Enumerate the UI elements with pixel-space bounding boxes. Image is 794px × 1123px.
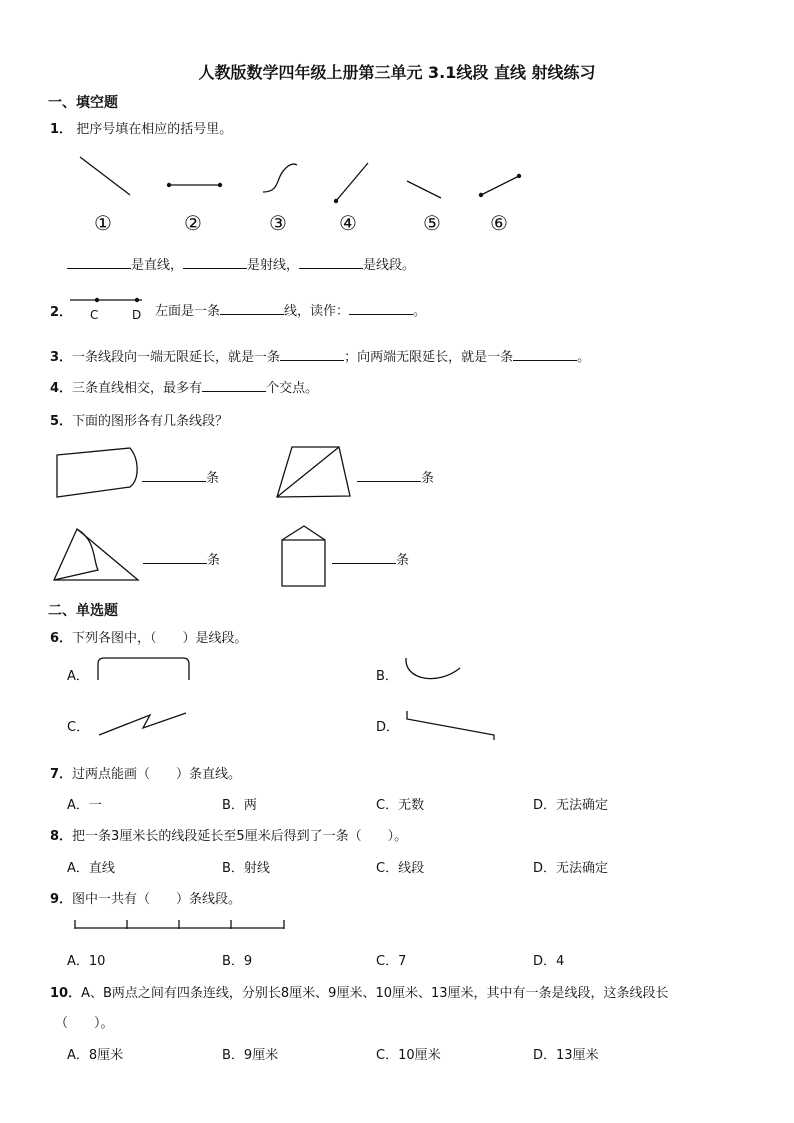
- answer-text: 是直线，: [131, 258, 184, 273]
- q10-option-b[interactable]: B．9厘米: [222, 1048, 279, 1063]
- shape-4-answer: [332, 549, 409, 568]
- question-text: 。: [577, 350, 591, 365]
- question-10-continued: （ ）。: [55, 1016, 114, 1031]
- option-a-figure: [98, 658, 189, 680]
- q7-option-a[interactable]: A．一: [67, 798, 102, 813]
- point-c-dot: [95, 298, 99, 302]
- q9-option-a[interactable]: A．10: [67, 954, 106, 969]
- q6-option-d[interactable]: D．: [376, 720, 400, 735]
- question-number: 10．: [50, 986, 82, 1001]
- option-d-figure: [407, 711, 494, 740]
- answer-text: 是线段。: [363, 258, 416, 273]
- question-number: 9．: [50, 892, 73, 907]
- question-text: 个交点。: [266, 381, 319, 396]
- q10-option-a[interactable]: A．8厘米: [67, 1048, 124, 1063]
- figure-5-line: [407, 181, 441, 198]
- unit-text: 条: [421, 471, 435, 486]
- endpoint-dot: [479, 193, 483, 197]
- q7-option-b[interactable]: B．两: [222, 798, 257, 813]
- section-heading-choice: 二、单选题: [48, 603, 118, 619]
- question-text: 下列各图中，（ ）是线段。: [72, 631, 248, 646]
- question-text: 三条直线相交，最多有: [72, 381, 203, 396]
- endpoint-dot: [167, 183, 171, 187]
- figure-6-segment: [481, 176, 519, 195]
- q2-figure: [70, 298, 142, 302]
- figure-label-5: ⑤: [423, 211, 441, 235]
- shape-1-answer: [142, 467, 219, 486]
- question-4: [50, 377, 318, 396]
- answer-blank[interactable]: [299, 255, 363, 269]
- figure-label-6: ⑥: [490, 211, 508, 235]
- point-d-dot: [135, 298, 139, 302]
- question-number: 2．: [50, 305, 73, 320]
- question-number: 7．: [50, 767, 73, 782]
- q9-figure: [75, 920, 284, 929]
- shape-3-triangle: [54, 529, 138, 580]
- section-heading-fill: 一、填空题: [48, 95, 118, 111]
- q8-option-b[interactable]: B．射线: [222, 861, 270, 876]
- question-number: 4．: [50, 381, 73, 396]
- question-number: 3．: [50, 350, 73, 365]
- unit-text: 条: [396, 553, 410, 568]
- q6-option-c[interactable]: C．: [67, 720, 90, 735]
- q6-option-a[interactable]: A．: [67, 669, 89, 684]
- q10-option-d[interactable]: D．13厘米: [533, 1048, 599, 1063]
- question-3: [50, 346, 590, 365]
- answer-blank[interactable]: [513, 347, 577, 361]
- answer-blank[interactable]: [332, 550, 396, 564]
- answer-blank[interactable]: [67, 255, 131, 269]
- question-text: 。: [413, 304, 427, 319]
- answer-blank[interactable]: [143, 550, 207, 564]
- question-7: [50, 763, 241, 782]
- question-text: 一条线段向一端无限延长，就是一条: [72, 350, 281, 365]
- question-text: 把序号填在相应的括号里。: [76, 122, 233, 137]
- q8-option-a[interactable]: A．直线: [67, 861, 115, 876]
- question-text: A、B两点之间有四条连线，分别长8厘米、9厘米、10厘米、13厘米，其中有一条是线段，这条线段长: [81, 986, 669, 1001]
- question-number: 8．: [50, 829, 73, 844]
- answer-blank[interactable]: [220, 301, 284, 315]
- question-text: 线，读作：: [284, 304, 350, 319]
- question-6: [50, 627, 248, 646]
- q9-option-c[interactable]: C．7: [376, 954, 407, 969]
- q1-figures: [80, 157, 521, 203]
- answer-blank[interactable]: [183, 255, 247, 269]
- point-c-label: C: [90, 308, 99, 322]
- question-text: 图中一共有（ ）条线段。: [72, 892, 242, 907]
- unit-text: 条: [207, 553, 221, 568]
- question-text: 把一条3厘米长的线段延长至5厘米后得到了一条（ ）。: [72, 829, 408, 844]
- shape-1-trapezoid-curve: [57, 448, 137, 497]
- answer-blank[interactable]: [142, 468, 206, 482]
- page-title: 人教版数学四年级上册第三单元 3.1线段 直线 射线练习: [198, 63, 596, 82]
- question-2-number: [50, 301, 72, 320]
- question-8: [50, 825, 407, 844]
- answer-blank[interactable]: [280, 347, 344, 361]
- q8-option-d[interactable]: D．无法确定: [533, 861, 609, 876]
- answer-blank[interactable]: [349, 301, 413, 315]
- q9-option-b[interactable]: B．9: [222, 954, 253, 969]
- figure-1-line: [80, 157, 130, 195]
- question-text: 左面是一条: [155, 304, 221, 319]
- q10-option-c[interactable]: C．10厘米: [376, 1048, 441, 1063]
- unit-text: 条: [206, 471, 220, 486]
- shape-3-fold: [54, 529, 98, 580]
- shape-3-answer: [143, 549, 220, 568]
- endpoint-dot: [218, 183, 222, 187]
- q8-option-c[interactable]: C．线段: [376, 861, 425, 876]
- figure-4-ray: [336, 163, 368, 201]
- figure-label-2: ②: [184, 211, 202, 235]
- question-9: [50, 888, 241, 907]
- figure-3-curve: [263, 164, 297, 192]
- question-text: 过两点能画（ ）条直线。: [72, 767, 242, 782]
- answer-blank[interactable]: [202, 378, 266, 392]
- shape-2-answer: [357, 467, 434, 486]
- option-b-figure: [406, 658, 460, 679]
- question-number: 6．: [50, 631, 73, 646]
- answer-text: 是射线，: [247, 258, 300, 273]
- q6-option-b[interactable]: B．: [376, 669, 398, 684]
- question-10: [50, 982, 669, 1001]
- figure-label-1: ①: [94, 211, 112, 235]
- question-number: 1．: [50, 122, 73, 137]
- q9-option-d[interactable]: D．4: [533, 954, 565, 969]
- q7-option-c[interactable]: C．无数: [376, 798, 425, 813]
- q1-answer-line: [67, 254, 415, 273]
- figure-label-3: ③: [269, 211, 287, 235]
- figure-label-4: ④: [339, 211, 357, 235]
- question-number: 5．: [50, 414, 73, 429]
- shape-4-house: [282, 526, 325, 586]
- q7-option-d[interactable]: D．无法确定: [533, 798, 609, 813]
- question-2-text: [155, 300, 426, 319]
- shape-2-diagonal: [277, 447, 339, 497]
- answer-blank[interactable]: [357, 468, 421, 482]
- question-5: [50, 410, 228, 429]
- question-text: 下面的图形各有几条线段？: [72, 414, 229, 429]
- endpoint-dot: [334, 199, 338, 203]
- endpoint-dot: [517, 174, 521, 178]
- q6-figures: [98, 658, 494, 740]
- point-d-label: D: [132, 308, 142, 322]
- question-text: ；向两端无限延长，就是一条: [344, 350, 514, 365]
- shape-2-quadrilateral: [277, 447, 350, 497]
- option-c-figure: [99, 713, 186, 735]
